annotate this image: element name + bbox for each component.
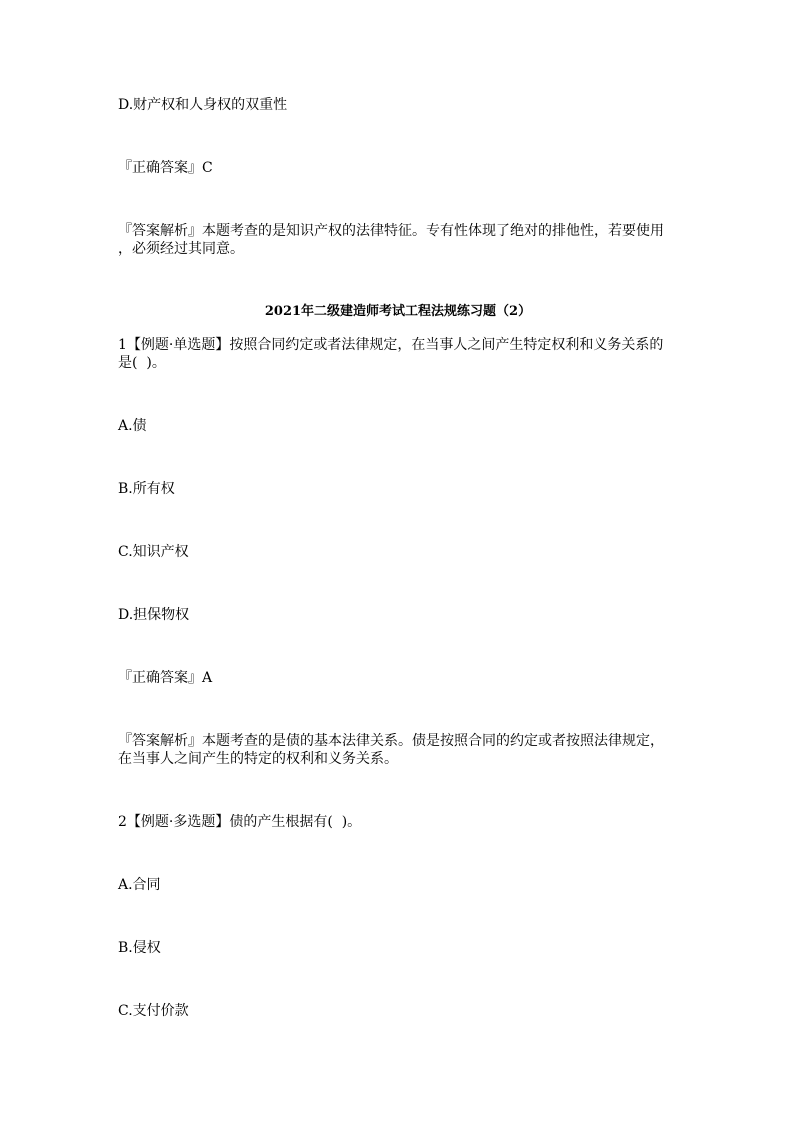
section-title: 2021年二级建造师考试工程法规练习题（2） [264, 304, 532, 319]
q1-option-d: D.担保物权 [118, 607, 190, 623]
q1-stem-line-2: 是( )。 [118, 355, 166, 371]
q1-option-a: A.债 [118, 418, 147, 434]
q1-answer: 『正确答案』A [118, 670, 213, 686]
q1-option-c: C.知识产权 [118, 544, 189, 560]
prev-analysis-line-1: 『答案解析』本题考查的是知识产权的法律特征。专有性体现了绝对的排他性，若要使用 [118, 223, 664, 239]
q1-analysis-line-1: 『答案解析』本题考查的是债的基本法律关系。债是按照合同的约定或者按照法律规定， [118, 733, 664, 749]
prev-option-d: D.财产权和人身权的双重性 [118, 97, 288, 113]
q2-option-c: C.支付价款 [118, 1003, 189, 1019]
q2-stem: 2【例题·多选题】债的产生根据有( )。 [118, 814, 362, 830]
q1-option-b: B.所有权 [118, 481, 175, 497]
q1-analysis-line-2: 在当事人之间产生的特定的权利和义务关系。 [118, 751, 398, 767]
prev-answer: 『正确答案』C [118, 160, 213, 176]
prev-analysis-line-2: ，必须经过其同意。 [118, 241, 244, 257]
q2-option-a: A.合同 [118, 877, 161, 893]
q2-option-b: B.侵权 [118, 940, 161, 956]
q1-stem-line-1: 1【例题·单选题】按照合同约定或者法律规定，在当事人之间产生特定权利和义务关系的 [118, 337, 664, 353]
